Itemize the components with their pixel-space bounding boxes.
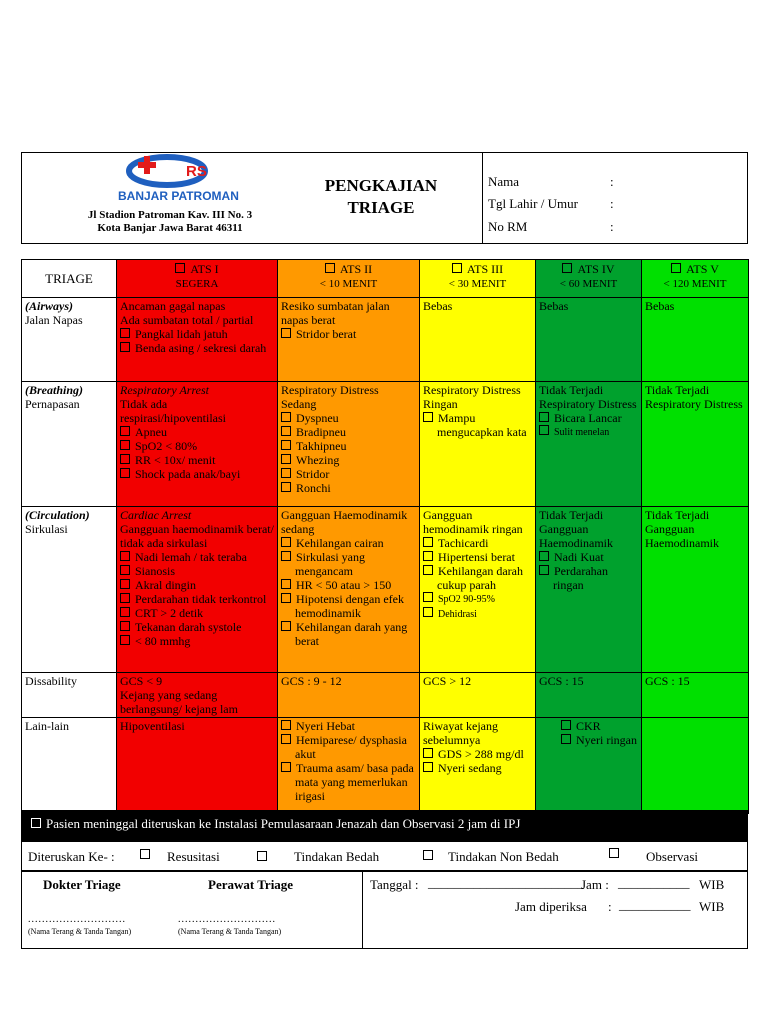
airways-ats4: Bebas	[536, 298, 642, 382]
tindakan-bedah-checkbox[interactable]	[257, 851, 267, 861]
circulation-row	[22, 507, 749, 673]
lain-lain-label: Lain-lain	[22, 718, 117, 814]
resusitasi-checkbox[interactable]	[140, 849, 150, 859]
airways-ats2: Resiko sumbatan jalan napas berat Stridor berat	[278, 298, 420, 382]
checkbox-item[interactable]: Nyeri Hebat	[281, 719, 416, 733]
hospital-logo	[110, 153, 239, 205]
dissability-row	[22, 673, 749, 718]
ats-1-header: ATS I SEGERA	[117, 260, 278, 298]
checkbox-item[interactable]: Kehilangan darah yang berat	[281, 620, 416, 648]
checkbox-item[interactable]: Takhipneu	[281, 439, 416, 453]
checkbox-item[interactable]: Mampu mengucapkan kata	[423, 411, 532, 439]
lain-ats2	[278, 718, 420, 814]
checkbox-item[interactable]: Bicara Lancar	[539, 411, 638, 425]
date-label: Tanggal :	[370, 877, 419, 892]
breathing-ats5: Tidak Terjadi Respiratory Distress	[642, 382, 749, 507]
dissability-ats3: GCS > 12	[420, 673, 536, 718]
lain-ats4	[536, 718, 642, 814]
tindakan-non-bedah-checkbox[interactable]	[423, 850, 433, 860]
checkbox-item[interactable]: Perdarahan tidak terkontrol	[120, 592, 274, 606]
checkbox-item[interactable]: Whezing	[281, 453, 416, 467]
nurse-signature-line[interactable]: ............................	[178, 914, 276, 925]
circulation-ats1: Cardiac Arrest Gangguan haemodinamik berat/ tidak ada sirkulasi Nadi lemah / tak teraba Sianosis Akral dingin Perdarahan tidak terkontrol CRT > 2 detik Tekanan darah systole < 80 mmhg	[117, 507, 278, 673]
checkbox-item[interactable]: GDS > 288 mg/dl	[423, 747, 532, 761]
patient-dob-label: Tgl Lahir / Umur	[488, 196, 578, 211]
address-line-2: Kota Banjar Jawa Barat 46311	[97, 222, 243, 234]
patient-name-field[interactable]: :	[610, 174, 614, 189]
form-header	[21, 152, 748, 244]
dissability-ats5: GCS : 15	[642, 673, 749, 718]
circulation-ats3: Gangguan hemodinamik ringan Tachicardi Hipertensi berat Kehilangan darah cukup parah SpO2 90-95% Dehidrasi	[420, 507, 536, 673]
ats-3-checkbox[interactable]	[452, 263, 462, 273]
checkbox-item[interactable]: HR < 50 atau > 150	[281, 578, 416, 592]
checkbox-item[interactable]: Apneu	[120, 425, 274, 439]
breathing-row	[22, 382, 749, 507]
dissability-label: Dissability	[22, 673, 117, 718]
lain-ats3: Riwayat kejang sebelumnya GDS > 288 mg/dl Nyeri sedang	[420, 718, 536, 814]
checkbox-item[interactable]: Kehilangan cairan	[281, 536, 416, 550]
checkbox-item[interactable]: Kehilangan darah cukup parah	[423, 564, 532, 592]
address-line-1: Jl Stadion Patroman Kav. III No. 3	[87, 209, 253, 221]
circulation-ats2: Gangguan Haemodinamik sedang Kehilangan cairan Sirkulasi yang mengancam HR < 50 atau > 150 Hipotensi dengan efek hemodinamik Kehilangan darah yang berat	[278, 507, 420, 673]
checkbox-item[interactable]: Stridor berat	[281, 327, 416, 341]
deceased-note-bar	[21, 810, 748, 841]
circulation-ats4: Tidak Terjadi Gangguan Haemodinamik Nadi Kuat Perdarahan ringan	[536, 507, 642, 673]
exam-time-separator: :	[608, 899, 612, 914]
checkbox-item[interactable]: Ronchi	[281, 481, 416, 495]
ats-2-checkbox[interactable]	[325, 263, 335, 273]
checkbox-item[interactable]: Bradipneu	[281, 425, 416, 439]
nurse-signature-note: (Nama Terang & Tanda Tangan)	[178, 927, 282, 936]
checkbox-item[interactable]: Akral dingin	[120, 578, 274, 592]
airways-label: (Airways) Jalan Napas	[22, 298, 117, 382]
hospital-address	[22, 209, 318, 235]
checkbox-item[interactable]: SpO2 90-95%	[423, 592, 532, 607]
checkbox-item[interactable]: Nadi lemah / tak teraba	[120, 550, 274, 564]
airways-ats5: Bebas	[642, 298, 749, 382]
airways-ats1: Ancaman gagal napas Ada sumbatan total / partial Pangkal lidah jatuh Benda asing / sekresi darah	[117, 298, 278, 382]
exam-time-field[interactable]: ___________	[619, 897, 691, 912]
patient-name-label: Nama	[488, 174, 520, 189]
lain-lain-row	[22, 718, 749, 814]
ats-2-header: ATS II < 10 MENIT	[278, 260, 420, 298]
triage-corner-header: TRIAGE	[22, 260, 117, 298]
observasi-label: Observasi	[646, 849, 698, 864]
ats-4-header: ATS IV < 60 MENIT	[536, 260, 642, 298]
breathing-ats4: Tidak Terjadi Respiratory Distress Bicara Lancar Sulit menelan	[536, 382, 642, 507]
logo-hospital-name: BANJAR PATROMAN	[118, 189, 239, 203]
checkbox-item[interactable]: Sirkulasi yang mengancam	[281, 550, 416, 578]
deceased-note-text: Pasien meninggal diteruskan ke Instalasi Pemulasaraan Jenazah dan Observasi 2 jam di IPJ	[46, 816, 521, 831]
checkbox-item[interactable]: Tekanan darah systole	[120, 620, 274, 634]
dissability-ats4: GCS : 15	[536, 673, 642, 718]
hour-wib: WIB	[699, 877, 725, 892]
checkbox-item[interactable]: Hipotensi dengan efek hemodinamik	[281, 592, 416, 620]
checkbox-item[interactable]: Sianosis	[120, 564, 274, 578]
triage-table	[21, 259, 749, 814]
checkbox-item[interactable]: SpO2 < 80%	[120, 439, 274, 453]
logo-rs-text: RS	[186, 163, 207, 180]
ats-5-header: ATS V < 120 MENIT	[642, 260, 749, 298]
form-title	[303, 175, 459, 219]
checkbox-item[interactable]: Nyeri ringan	[539, 733, 638, 747]
checkbox-item[interactable]: < 80 mmhg	[120, 634, 274, 648]
checkbox-item[interactable]: Pangkal lidah jatuh	[120, 327, 274, 341]
breathing-ats1: Respiratory Arrest Tidak ada respirasi/hipoventilasi Apneu SpO2 < 80% RR < 10x/ menit Shock pada anak/bayi	[117, 382, 278, 507]
circulation-label: (Circulation) Sirkulasi	[22, 507, 117, 673]
header-divider	[482, 153, 483, 243]
checkbox-item[interactable]: Nyeri sedang	[423, 761, 532, 775]
ats-4-checkbox[interactable]	[562, 263, 572, 273]
title-line-1: PENGKAJIAN	[324, 176, 438, 195]
patient-rm-field[interactable]: :	[610, 219, 614, 234]
breathing-ats3: Respiratory Distress Ringan Mampu mengucapkan kata	[420, 382, 536, 507]
checkbox-item[interactable]: Benda asing / sekresi darah	[120, 341, 274, 355]
forward-row	[21, 841, 748, 871]
doctor-triage-label: Dokter Triage	[43, 877, 121, 892]
patient-dob-field[interactable]: :	[610, 196, 614, 211]
patient-rm-label: No RM	[488, 219, 528, 234]
deceased-checkbox[interactable]	[31, 818, 41, 828]
ats-5-checkbox[interactable]	[671, 263, 681, 273]
title-line-2: TRIAGE	[347, 198, 415, 217]
checkbox-item[interactable]: Hemiparese/ dysphasia akut	[281, 733, 416, 761]
date-field[interactable]: ________________________	[428, 875, 584, 890]
signature-divider	[362, 872, 363, 948]
checkbox-item[interactable]: Shock pada anak/bayi	[120, 467, 274, 481]
airways-row	[22, 298, 749, 382]
nurse-triage-label: Perawat Triage	[208, 877, 294, 892]
dissability-ats1: GCS < 9 Kejang yang sedang berlangsung/ kejang lam	[117, 673, 278, 718]
forward-label: Diteruskan Ke- :	[28, 849, 115, 864]
checkbox-item[interactable]: Nadi Kuat	[539, 550, 638, 564]
lain-ats1: Hipoventilasi	[117, 718, 278, 814]
doctor-signature-note: (Nama Terang & Tanda Tangan)	[28, 927, 132, 936]
circulation-ats5: Tidak Terjadi Gangguan Haemodinamik	[642, 507, 749, 673]
hour-label: Jam :	[581, 877, 609, 892]
observasi-checkbox[interactable]	[609, 848, 619, 858]
checkbox-item[interactable]: Sulit menelan	[539, 425, 638, 440]
checkbox-item[interactable]: Dehidrasi	[423, 607, 532, 622]
checkbox-item[interactable]: CRT > 2 detik	[120, 606, 274, 620]
resusitasi-label: Resusitasi	[167, 849, 220, 864]
checkbox-item[interactable]: Tachicardi	[423, 536, 532, 550]
ats-1-checkbox[interactable]	[175, 263, 185, 273]
dissability-ats2: GCS : 9 - 12	[278, 673, 420, 718]
doctor-signature-line[interactable]: ............................	[28, 914, 126, 925]
checkbox-item[interactable]: Dyspneu	[281, 411, 416, 425]
exam-time-wib: WIB	[699, 899, 725, 914]
checkbox-item[interactable]: Stridor	[281, 467, 416, 481]
checkbox-item[interactable]: Hipertensi berat	[423, 550, 532, 564]
tindakan-bedah-label: Tindakan Bedah	[294, 849, 380, 864]
ats-3-header: ATS III < 30 MENIT	[420, 260, 536, 298]
tindakan-non-bedah-label: Tindakan Non Bedah	[448, 849, 559, 864]
signature-section	[21, 871, 748, 949]
checkbox-item[interactable]: CKR	[539, 719, 638, 733]
lain-ats5	[642, 718, 749, 814]
breathing-ats2: Respiratory Distress Sedang Dyspneu Bradipneu Takhipneu Whezing Stridor Ronchi	[278, 382, 420, 507]
hour-field[interactable]: ___________	[618, 875, 690, 890]
exam-time-label: Jam diperiksa	[515, 899, 587, 914]
checkbox-item[interactable]: Trauma asam/ basa pada mata yang memerlukan irigasi	[281, 761, 416, 803]
airways-ats3: Bebas	[420, 298, 536, 382]
checkbox-item[interactable]: RR < 10x/ menit	[120, 453, 274, 467]
checkbox-item[interactable]: Perdarahan ringan	[539, 564, 638, 592]
breathing-label: (Breathing) Pernapasan	[22, 382, 117, 507]
